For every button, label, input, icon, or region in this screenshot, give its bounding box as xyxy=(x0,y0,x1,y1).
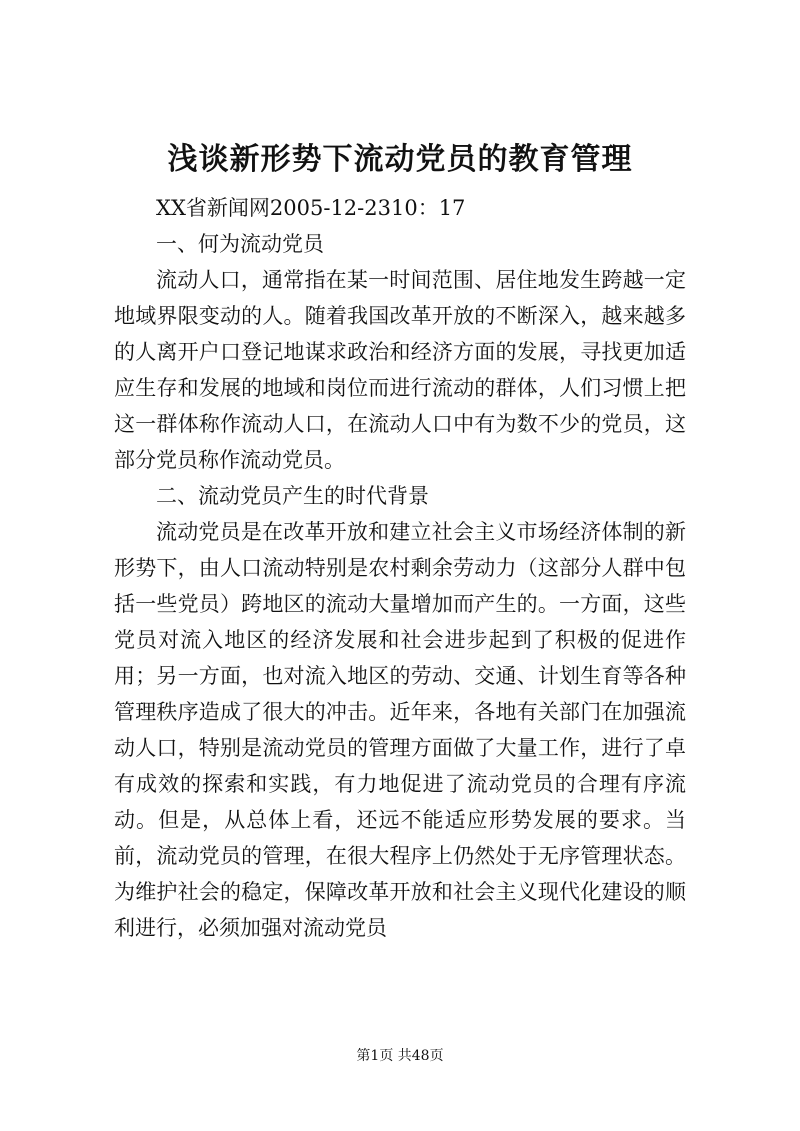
paragraph-1: 流动人口，通常指在某一时间范围、居住地发生跨越一定地域界限变动的人。随着我国改革开放的不断深入，越来越多的人离开户口登记地谋求政治和经济方面的发展，寻找更加适应生存和发展的地域和岗位而进行流动的群体，人们习惯上把这一群体称作流动人口，在流动人口中有为数不少的党员，这部分党员称作流动党员。 xyxy=(114,268,686,472)
document-title: 浅谈新形势下流动党员的教育管理 xyxy=(167,142,633,177)
paragraph-2: 流动党员是在改革开放和建立社会主义市场经济体制的新形势下，由人口流动特别是农村剩余劳动力（这部分人群中包括一些党员）跨地区的流动大量增加而产生的。一方面，这些党员对流入地区的经济发展和社会进步起到了积极的促进作用；另一方面，也对流入地区的劳动、交通、计划生育等各种管理秩序造成了很大的冲击。近年来，各地有关部门在加强流动人口，特别是流动党员的管理方面做了大量工作，进行了卓有成效的探索和实践，有力地促进了流动党员的合理有序流动。但是，从总体上看，还远不能适应形势发展的要求。当前，流动党员的管理，在很大程序上仍然处于无序管理状态。为维护社会的稳定，保障改革开放和社会主义现代化建设的顺利进行，必须加强对流动党员 xyxy=(114,520,686,940)
section-heading-2: 二、流动党员产生的时代背景 xyxy=(156,484,429,508)
section-heading-1: 一、何为流动党员 xyxy=(156,232,324,256)
document-body xyxy=(114,190,686,946)
page-number-footer: 第1页 共48页 xyxy=(356,1048,444,1064)
source-line: XX省新闻网2005-12-2310：17 xyxy=(156,196,466,220)
